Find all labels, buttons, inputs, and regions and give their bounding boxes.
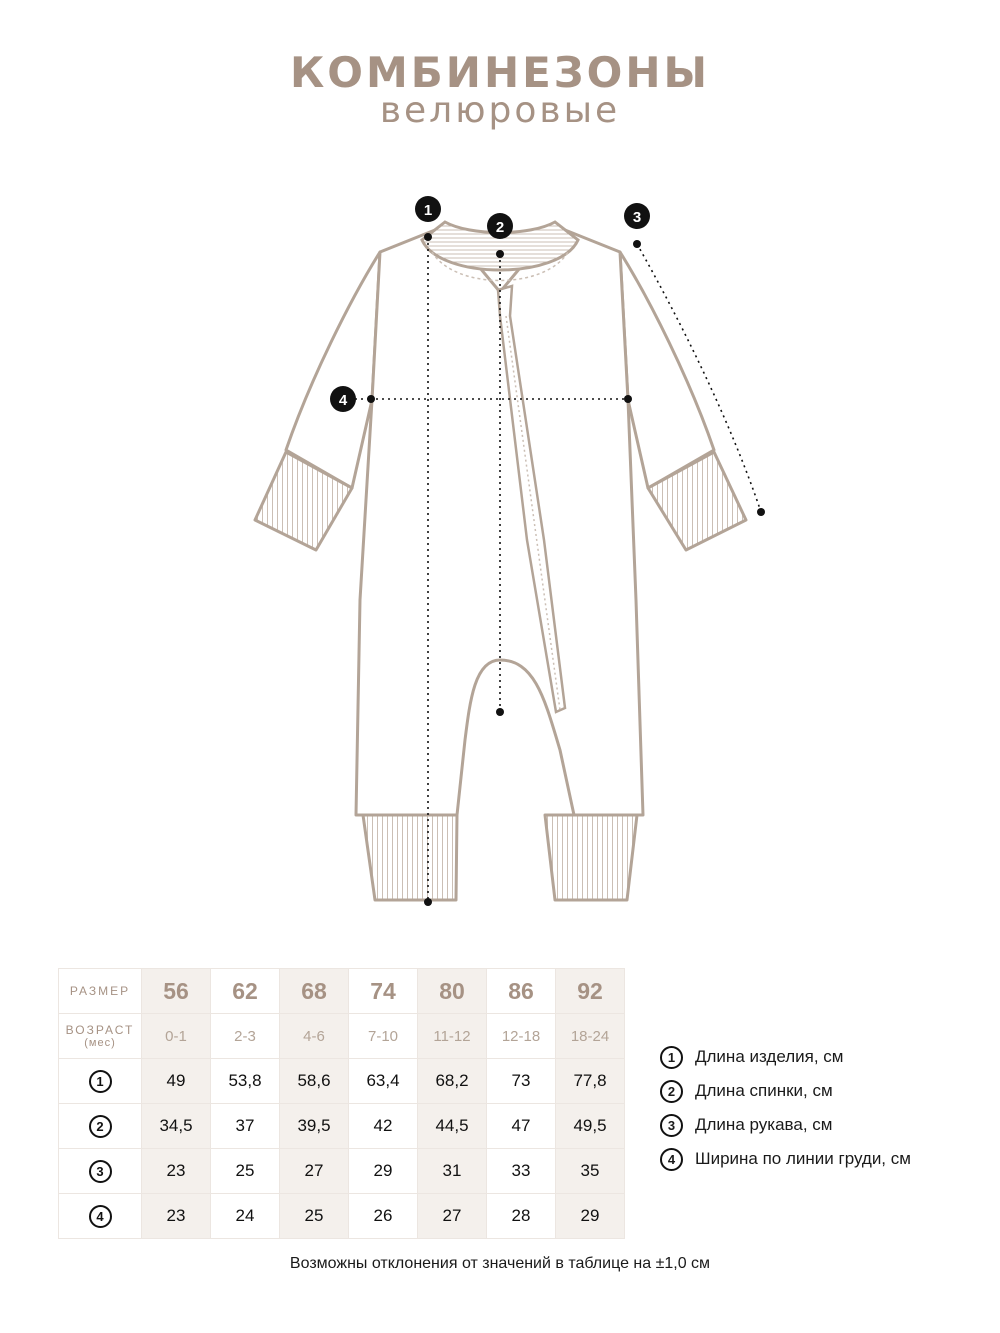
svg-text:2: 2 [495,219,505,236]
size-table [58,968,625,1239]
value-cell: 31 [418,1149,487,1194]
value-cell: 68,2 [418,1059,487,1104]
svg-text:3: 3 [632,209,642,226]
age-cell: 12-18 [487,1014,556,1059]
size-cell: 86 [487,969,556,1014]
legend-label: Длина рукава, см [695,1115,833,1134]
circled-number-icon: 3 [660,1114,683,1137]
age-cell: 18-24 [556,1014,625,1059]
table-row [59,1194,625,1239]
value-cell: 26 [349,1194,418,1239]
value-cell: 34,5 [142,1104,211,1149]
age-cell: 2-3 [211,1014,280,1059]
size-row [59,969,625,1014]
marker-3 [624,203,650,229]
legend-label: Длина спинки, см [695,1081,833,1100]
legend-label: Ширина по линии груди, см [695,1149,911,1168]
size-header: РАЗМЕР [59,969,142,1014]
row-marker [59,1059,142,1104]
circled-number-icon: 2 [89,1115,112,1138]
value-cell: 23 [142,1149,211,1194]
value-cell: 44,5 [418,1104,487,1149]
age-cell: 0-1 [142,1014,211,1059]
value-cell: 77,8 [556,1059,625,1104]
value-cell: 37 [211,1104,280,1149]
size-cell: 68 [280,969,349,1014]
age-row [59,1014,625,1059]
value-cell: 27 [280,1149,349,1194]
value-cell: 35 [556,1149,625,1194]
value-cell: 24 [211,1194,280,1239]
legend-item [660,1040,911,1074]
row-marker [59,1104,142,1149]
age-header [59,1014,142,1059]
circled-number-icon: 4 [660,1148,683,1171]
age-unit: (мес) [84,1037,116,1049]
value-cell: 58,6 [280,1059,349,1104]
marker-1 [415,196,441,222]
age-cell: 11-12 [418,1014,487,1059]
value-cell: 49,5 [556,1104,625,1149]
page-subtitle: велюровые [379,90,621,131]
table-row [59,1104,625,1149]
circled-number-icon: 1 [89,1070,112,1093]
age-label: ВОЗРАСТ [65,1023,135,1037]
legend-item [660,1142,911,1176]
legend-item [660,1108,911,1142]
value-cell: 39,5 [280,1104,349,1149]
size-cell: 74 [349,969,418,1014]
age-cell: 4-6 [280,1014,349,1059]
page-title: КОМБИНЕЗОНЫ [289,48,711,97]
value-cell: 28 [487,1194,556,1239]
legend-label: Длина изделия, см [695,1047,844,1066]
legend-item [660,1074,911,1108]
value-cell: 25 [280,1194,349,1239]
size-cell: 56 [142,969,211,1014]
size-cell: 62 [211,969,280,1014]
jumpsuit-diagram [0,180,1000,920]
size-cell: 92 [556,969,625,1014]
row-marker [59,1149,142,1194]
tolerance-note: Возможны отклонения от значений в таблице на ±1,0 см [289,1255,711,1272]
value-cell: 47 [487,1104,556,1149]
svg-text:1: 1 [423,202,433,219]
value-cell: 27 [418,1194,487,1239]
row-marker [59,1194,142,1239]
value-cell: 73 [487,1059,556,1104]
svg-text:4: 4 [338,392,348,409]
value-cell: 49 [142,1059,211,1104]
table-row [59,1149,625,1194]
circled-number-icon: 1 [660,1046,683,1069]
circled-number-icon: 2 [660,1080,683,1103]
circled-number-icon: 4 [89,1205,112,1228]
legend [660,1040,911,1176]
value-cell: 53,8 [211,1059,280,1104]
value-cell: 33 [487,1149,556,1194]
age-cell: 7-10 [349,1014,418,1059]
value-cell: 23 [142,1194,211,1239]
marker-2 [487,213,513,239]
value-cell: 25 [211,1149,280,1194]
marker-4 [330,386,356,412]
value-cell: 42 [349,1104,418,1149]
circled-number-icon: 3 [89,1160,112,1183]
table-row [59,1059,625,1104]
size-cell: 80 [418,969,487,1014]
value-cell: 29 [349,1149,418,1194]
value-cell: 29 [556,1194,625,1239]
value-cell: 63,4 [349,1059,418,1104]
